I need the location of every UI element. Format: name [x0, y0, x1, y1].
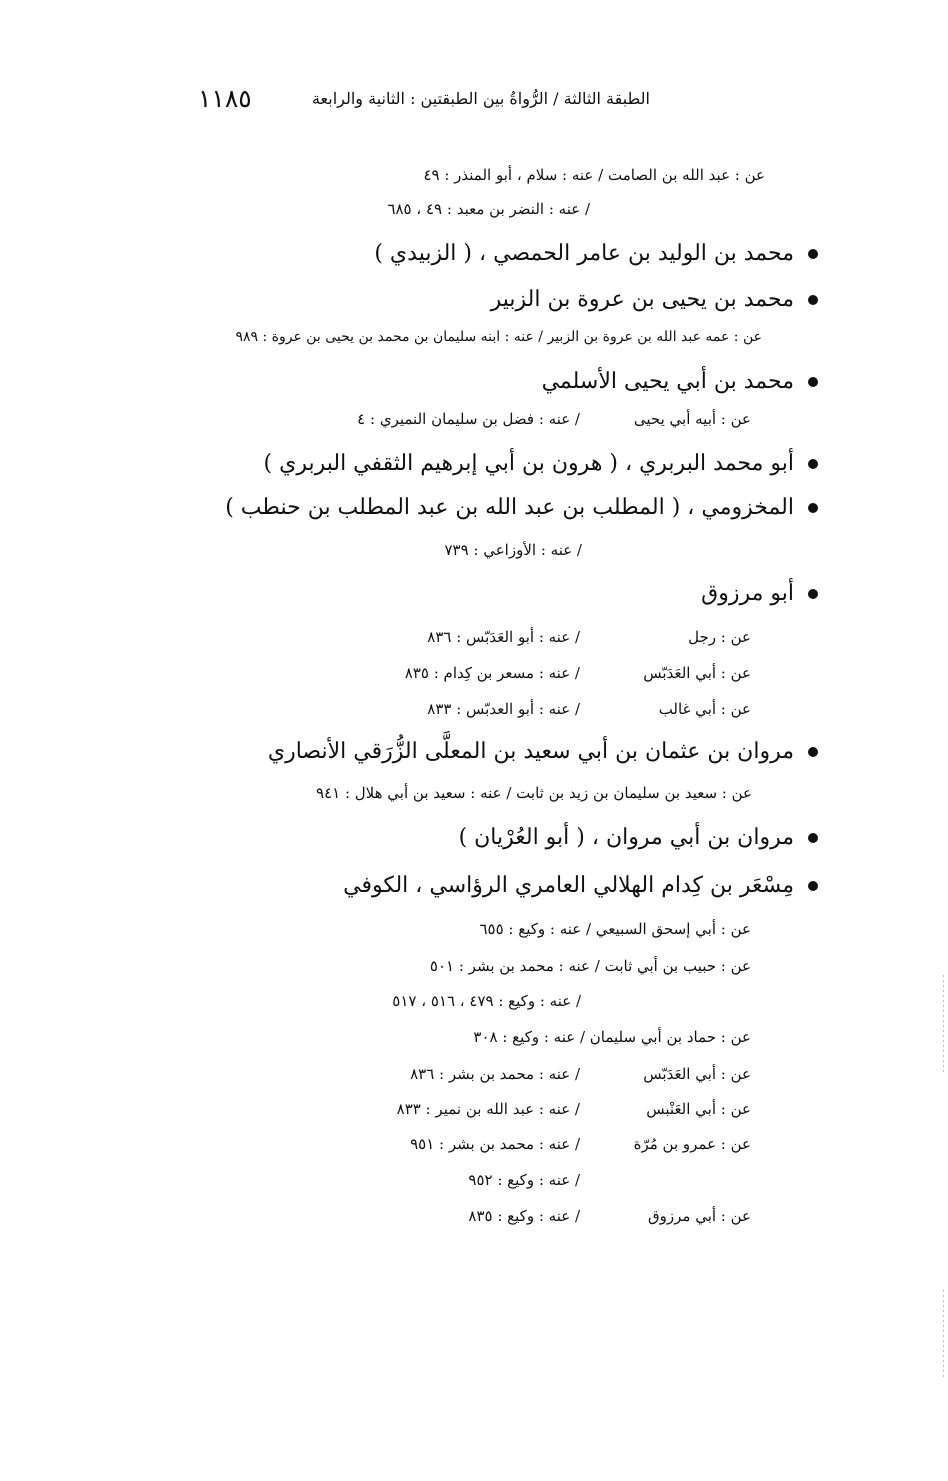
narration-to: / عنه : محمد بن بشر : ٨٣٦ [410, 1065, 580, 1083]
entry-name: مِسْعَر بن كِدام الهلالي العامري الرؤاسي ، الكوفي [343, 873, 794, 898]
narration-to: / عنه : فضل بن سليمان النميري : ٤ [357, 410, 580, 428]
entry-name: محمد بن أبي يحيى الأسلمي [541, 369, 794, 394]
entry-name: المخزومي ، ( المطلب بن عبد الله بن عبد المطلب بن حنطب ) [225, 495, 794, 520]
narration-line: / عنه : وكيع : ٤٧٩ ، ٥١٦ ، ٥١٧ [392, 992, 581, 1010]
narration-from: عن : أبي غالب [658, 700, 751, 718]
entry-heading [374, 240, 818, 266]
bullet-icon [808, 747, 818, 757]
narration-from: عن : أبي العَدَبّس [643, 664, 751, 682]
entry-name: مروان بن أبي مروان ، ( أبو العُرْيان ) [458, 825, 794, 850]
entry-name: أبو محمد البربري ، ( هرون بن أبي إبرهيم الثقفي البربري ) [263, 451, 794, 476]
narration-from: عن : أبي مرزوق [647, 1207, 751, 1225]
running-head: الطبقة الثالثة / الرُّواةُ بين الطبقتين : الثانية والرابعة [311, 89, 650, 108]
narration-line: عن : حبيب بن أبي ثابت / عنه : محمد بن بشر : ٥٠١ [429, 957, 751, 975]
entry-heading [268, 738, 818, 764]
bullet-icon [808, 833, 818, 843]
bullet-icon [808, 459, 818, 469]
narration-line: / عنه : الأوزاعي : ٧٣٩ [444, 541, 582, 559]
entry-name: محمد بن يحيى بن عروة بن الزبير [490, 287, 794, 312]
narration-line: عن : حماد بن أبي سليمان / عنه : وكيع : ٣٠٨ [473, 1028, 751, 1046]
narration-from: عن : أبي العَنْبس [646, 1100, 751, 1118]
narration-line: عن : سعيد بن سليمان بن زيد بن ثابت / عنه : سعيد بن أبي هلال : ٩٤١ [316, 784, 752, 802]
scan-mark [943, 975, 944, 1075]
narration-to: / عنه : أبو العدبّس : ٨٣٣ [427, 700, 580, 718]
narration-line: عن : أبي إسحق السبيعي / عنه : وكيع : ٦٥٥ [479, 920, 751, 938]
narration-line: / عنه : النضر بن معبد : ٤٩ ، ٦٨٥ [387, 200, 590, 218]
narration-from: عن : عمرو بن مُرّة [633, 1135, 751, 1153]
bullet-icon [808, 503, 818, 513]
entry-name: محمد بن الوليد بن عامر الحمصي ، ( الزبيدي ) [374, 241, 794, 266]
narration-to: / عنه : أبو العَدَبّس : ٨٣٦ [427, 628, 580, 646]
narration-from: عن : أبي العَدَبّس [643, 1065, 751, 1083]
narration-line: عن : عمه عبد الله بن عروة بن الزبير / عنه : ابنه سليمان بن محمد بن يحيى بن عروة : ٩٨٩ [235, 329, 762, 345]
narration-to: / عنه : وكيع : ٩٥٢ [468, 1171, 580, 1189]
scan-mark [943, 1290, 944, 1380]
entry-name: مروان بن عثمان بن أبي سعيد بن المعلَّى الزُّرَقي الأنصاري [267, 739, 794, 764]
bullet-icon [808, 249, 818, 259]
entry-heading [264, 450, 818, 476]
bullet-icon [808, 589, 818, 599]
bullet-icon [808, 295, 818, 305]
entry-heading [701, 580, 818, 606]
narration-line: عن : عبد الله بن الصامت / عنه : سلام ، أبو المنذر : ٤٩ [423, 166, 765, 184]
bullet-icon [808, 377, 818, 387]
narration-from: عن : رجل [688, 628, 751, 646]
bullet-icon [808, 881, 818, 891]
entry-heading [225, 494, 818, 520]
entry-heading [459, 824, 818, 850]
entry-name: أبو مرزوق [701, 581, 794, 606]
narration-to: / عنه : وكيع : ٨٣٥ [468, 1207, 580, 1225]
narration-to: / عنه : مسعر بن كِدام : ٨٣٥ [404, 664, 580, 682]
page-number: ١١٨٥ [198, 84, 252, 113]
entry-heading [542, 368, 818, 394]
narration-to: / عنه : عبد الله بن نمير : ٨٣٣ [396, 1100, 580, 1118]
narration-from: عن : أبيه أبي يحيى [633, 410, 751, 428]
entry-heading [491, 286, 818, 312]
entry-heading [343, 872, 818, 898]
narration-to: / عنه : محمد بن بشر : ٩٥١ [410, 1135, 580, 1153]
